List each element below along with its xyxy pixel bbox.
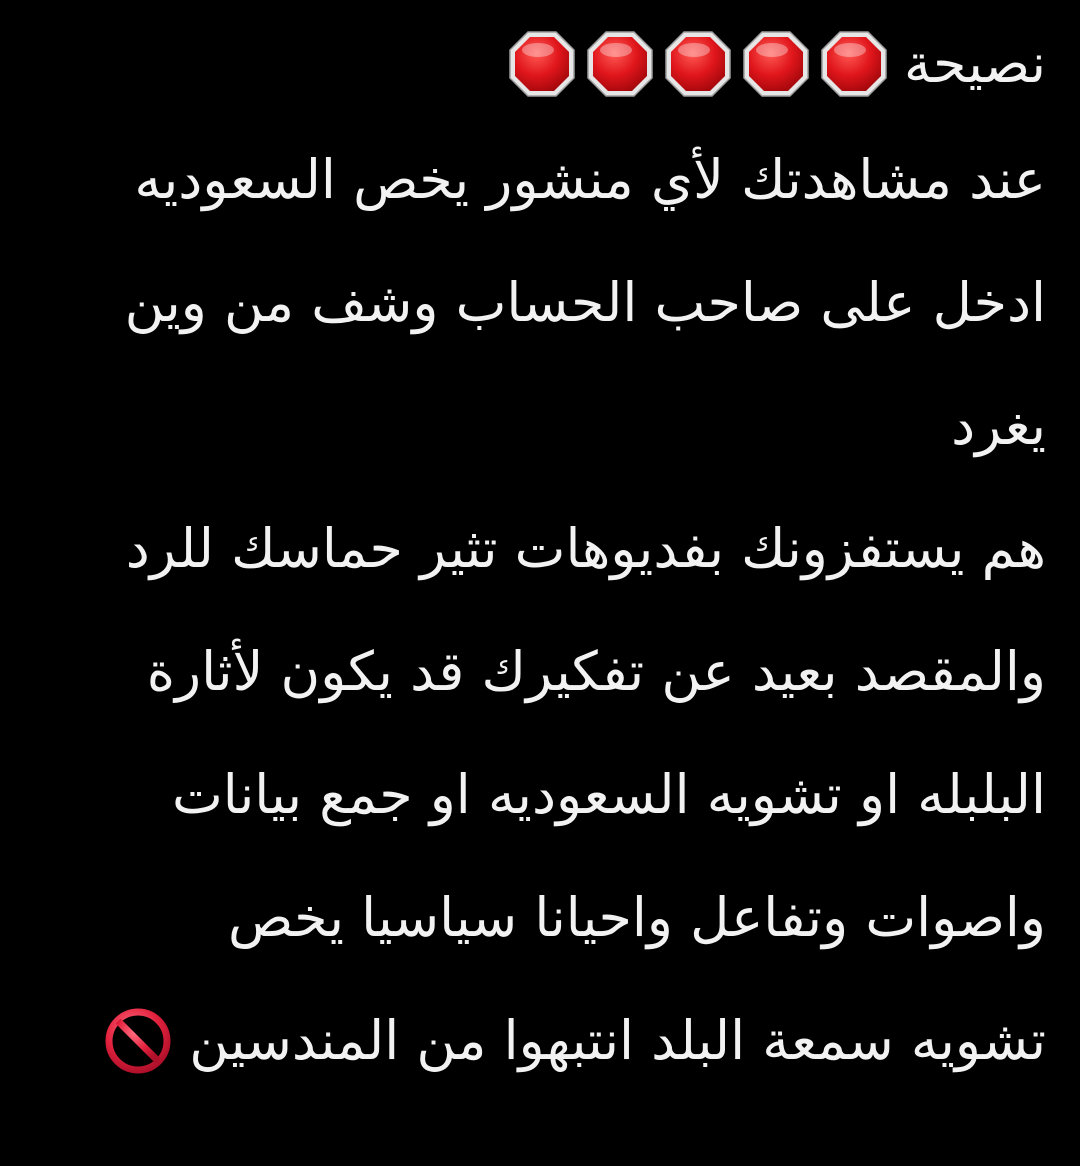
post-title: نصيحة: [904, 32, 1046, 95]
text-line: [34, 733, 1046, 856]
text-line: [34, 364, 1046, 487]
text-line-content: يغرد: [951, 394, 1046, 457]
text-line: [34, 856, 1046, 979]
text-line-content: ادخل على صاحب الحساب وشف من وين: [124, 271, 1046, 334]
stop-sign-icon: [742, 30, 810, 98]
text-line: [34, 979, 1046, 1102]
text-line: [34, 610, 1046, 733]
text-line-content: واصوات وتفاعل واحيانا سياسيا يخص: [227, 886, 1046, 949]
text-line: [34, 241, 1046, 364]
stop-sign-icon: [664, 30, 732, 98]
text-line: [34, 487, 1046, 610]
stop-sign-icon: [820, 30, 888, 98]
no-entry-icon: [105, 1008, 171, 1074]
stop-sign-icon: [508, 30, 576, 98]
title-line: [34, 10, 1046, 118]
text-line-content: البلبله او تشويه السعوديه او جمع بيانات: [171, 763, 1046, 826]
stop-sign-icon: [586, 30, 654, 98]
text-line: [34, 118, 1046, 241]
stop-sign-row: [508, 30, 888, 98]
text-line-content: والمقصد بعيد عن تفكيرك قد يكون لأثارة: [146, 640, 1046, 703]
text-line-content: هم يستفزونك بفديوهات تثير حماسك للرد: [125, 517, 1046, 580]
text-line-content: تشويه سمعة البلد انتبهوا من المندسين: [189, 1009, 1046, 1072]
text-line-content: عند مشاهدتك لأي منشور يخص السعوديه: [134, 148, 1046, 211]
